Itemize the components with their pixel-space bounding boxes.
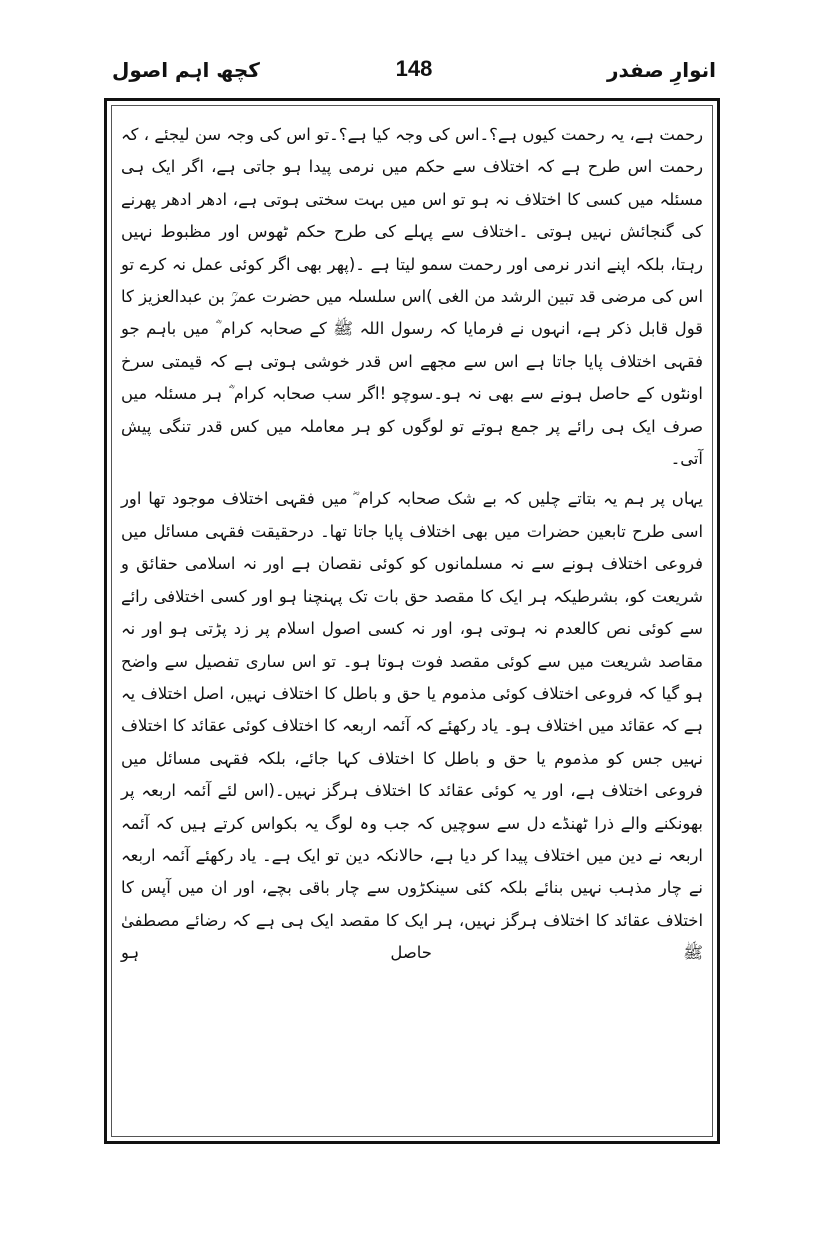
chapter-title: کچھ اہم اصول [112, 58, 260, 82]
book-title: انوارِ صفدر [606, 58, 716, 82]
page-border-frame [104, 98, 720, 1144]
paragraph-1: رحمت ہے، یہ رحمت کیوں ہے؟۔اس کی وجہ کیا ہے؟۔تو اس کی وجہ سن لیجئے ، کہ رحمت اس طرح ہے کہ اختلاف سے حکم میں نرمی پیدا ہو جاتی ہے، اگر ایک ہی مسئلہ میں کسی کا اختلاف نہ ہو تو اس میں بہت سختی ہوتی ہے، ادھر ادھر پھرنے کی گنجائش نہیں ہوتی ۔اختلاف سے پہلے کی طرح حکم ٹھوس اور مظبوط نہیں رہتا، بلکہ اپنے اندر نرمی اور رحمت سمو لیتا ہے ۔(پھر بھی اگر کوئی عمل نہ کرے تو اس کی مرضی قد تبین الرشد من الغی )اس سلسلہ میں حضرت عمرؒ بن عبدالعزیز کا قول قابل ذکر ہے، انہوں نے فرمایا کہ رسول اللہ ﷺ کے صحابہ کرام ؓ میں باہم جو فقہی اختلاف پایا جاتا ہے اس سے مجھے اس قدر خوشی ہوتی ہے کہ قیمتی سرخ اونٹوں کے حاصل ہونے سے بھی نہ ہو۔سوچو !اگر سب صحابہ کرام ؓ ہر مسئلہ میں صرف ایک ہی رائے پر جمع ہوتے تو لوگوں کو ہر معاملہ میں کس قدر تنگی پیش آتی۔ [121, 125, 703, 469]
page-body [121, 119, 703, 970]
page-header [112, 56, 716, 92]
paragraph-2: یہاں پر ہم یہ بتاتے چلیں کہ بے شک صحابہ کرام ؓ میں فقہی اختلاف موجود تھا اور اسی طرح تابعین حضرات میں بھی اختلاف پایا جاتا تھا۔ درحقیقت فقہی مسائل میں فروعی اختلاف ہونے سے نہ مسلمانوں کو کوئی نقصان ہے اور نہ اسلامی حقائق و شریعت کو، بشرطیکہ ہر ایک کا مقصد حق بات تک پہنچنا ہو اور کسی اختلافی رائے سے کوئی نص کالعدم نہ ہوتی ہو، اور نہ کسی اصول اسلام پر زد پڑتی ہو اور نہ مقاصد شریعت میں سے کوئی مقصد فوت ہوتا ہو۔ تو اس ساری تفصیل سے واضح ہو گیا کہ فروعی اختلاف کوئی مذموم یا حق و باطل کا اختلاف نہیں، اصل اختلاف یہ ہے کہ عقائد میں اختلاف ہو۔ یاد رکھئے کہ آئمہ اربعہ کا اختلاف کوئی عقائد کا اختلاف نہیں جس کو مذموم یا حق و باطل کا اختلاف کہا جائے، بلکہ فقہی مسائل میں فروعی اختلاف ہے، اور یہ کوئی عقائد کا اختلاف ہرگز نہیں۔(اس لئے آئمہ اربعہ پر بھونکنے والے ذرا ٹھنڈے دل سے سوچیں کہ جب وہ لوگ یہ بکواس کرتے ہیں کہ آئمہ اربعہ نے دین میں اختلاف پیدا کر دیا ہے، حالانکہ دین تو ایک ہے۔ یاد رکھئے آئمہ اربعہ نے چار مذہب نہیں بنائے بلکہ کئی سینکڑوں سے چار باقی بچے، اور ان میں آپس کا اختلاف عقائد کا اختلاف ہرگز نہیں، ہر ایک کا مقصد ایک ہی ہے کہ رضائے مصطفیٰ ﷺ حاصل ہو [121, 489, 703, 963]
page-number: 148 [395, 56, 433, 81]
